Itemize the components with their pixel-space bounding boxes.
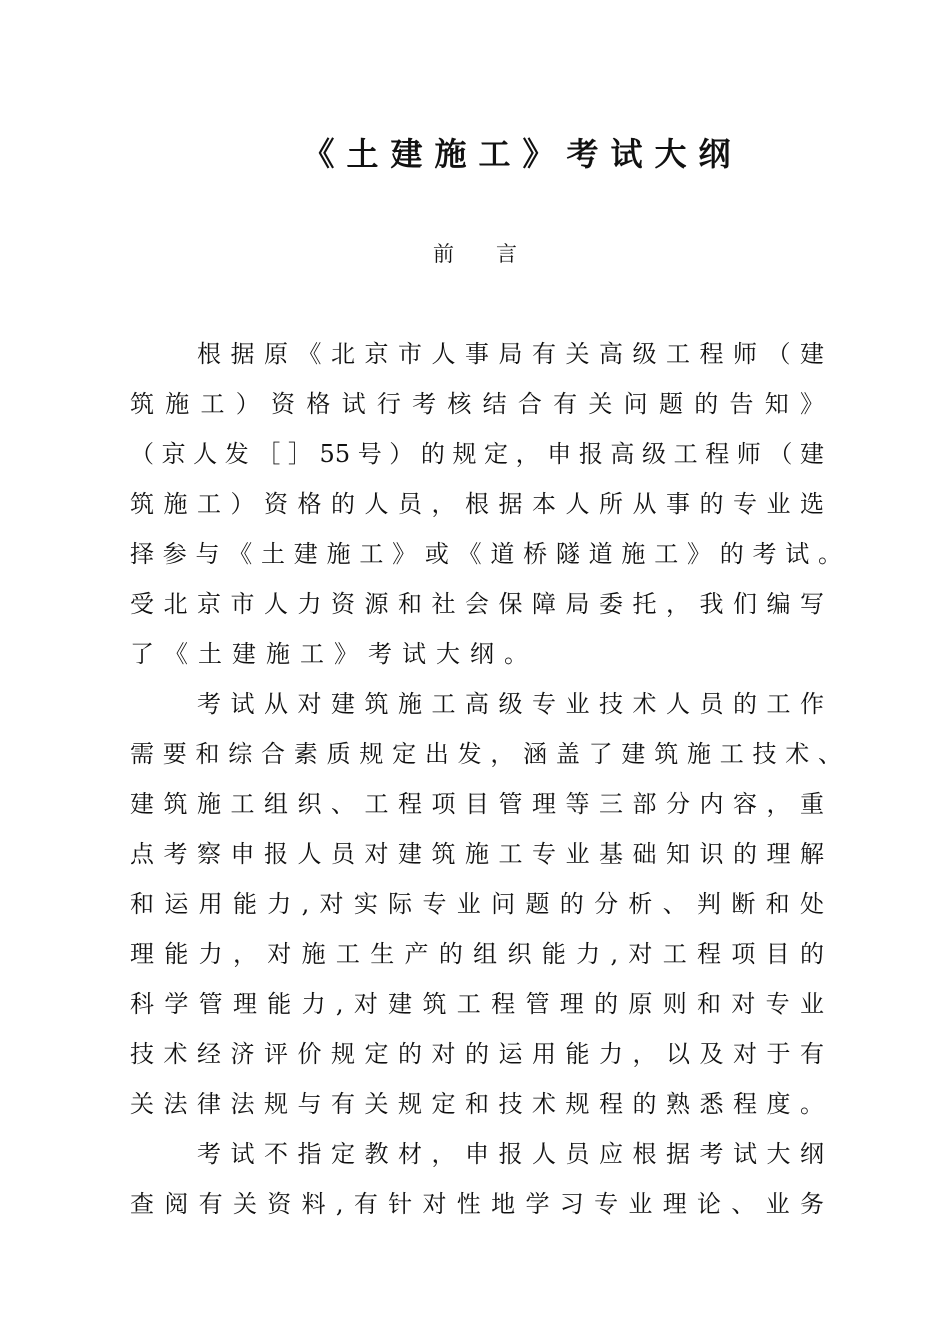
paragraph-line: 受北京市人力资源和社会保障局委托，我们编写 bbox=[130, 590, 824, 618]
document-title: 《土建施工》考试大纲 bbox=[302, 135, 743, 173]
paragraph-line: 关法律法规与有关规定和技术规程的熟悉程度。 bbox=[130, 1090, 824, 1118]
paragraph-line: 技术经济评价规定的对的运用能力，以及对于有 bbox=[130, 1040, 824, 1068]
paragraph-line: 根据原《北京市人事局有关高级工程师（建 bbox=[197, 340, 824, 368]
paragraph-line: 考试从对建筑施工高级专业技术人员的工作 bbox=[197, 690, 824, 718]
paragraph-line: 筑施工）资格试行考核结合有关问题的告知》 bbox=[130, 390, 824, 418]
paragraph-line: 点考察申报人员对建筑施工专业基础知识的理解 bbox=[130, 840, 824, 868]
paragraph-line: （京人发［］55号）的规定，申报高级工程师（建 bbox=[130, 440, 824, 468]
paragraph-line: 科学管理能力,对建筑工程管理的原则和对专业 bbox=[130, 990, 824, 1018]
paragraph-line: 了《土建施工》考试大纲。 bbox=[130, 640, 538, 668]
paragraph-line: 和运用能力,对实际专业问题的分析、判断和处 bbox=[130, 890, 824, 918]
paragraph-line: 需要和综合素质规定出发，涵盖了建筑施工技术、 bbox=[130, 740, 842, 768]
paragraph-line: 建筑施工组织、工程项目管理等三部分内容，重 bbox=[130, 790, 824, 818]
preface-body bbox=[130, 334, 850, 1234]
paragraph-line: 查阅有关资料,有针对性地学习专业理论、业务 bbox=[130, 1190, 824, 1218]
paragraph-line: 择参与《土建施工》或《道桥隧道施工》的考试。 bbox=[130, 540, 842, 568]
section-heading-preface: 前 言 bbox=[433, 242, 517, 266]
paragraph-line: 理能力，对施工生产的组织能力,对工程项目的 bbox=[130, 940, 824, 968]
paragraph-line: 筑施工）资格的人员，根据本人所从事的专业选 bbox=[130, 490, 824, 518]
paragraph-line: 考试不指定教材，申报人员应根据考试大纲 bbox=[197, 1140, 824, 1168]
